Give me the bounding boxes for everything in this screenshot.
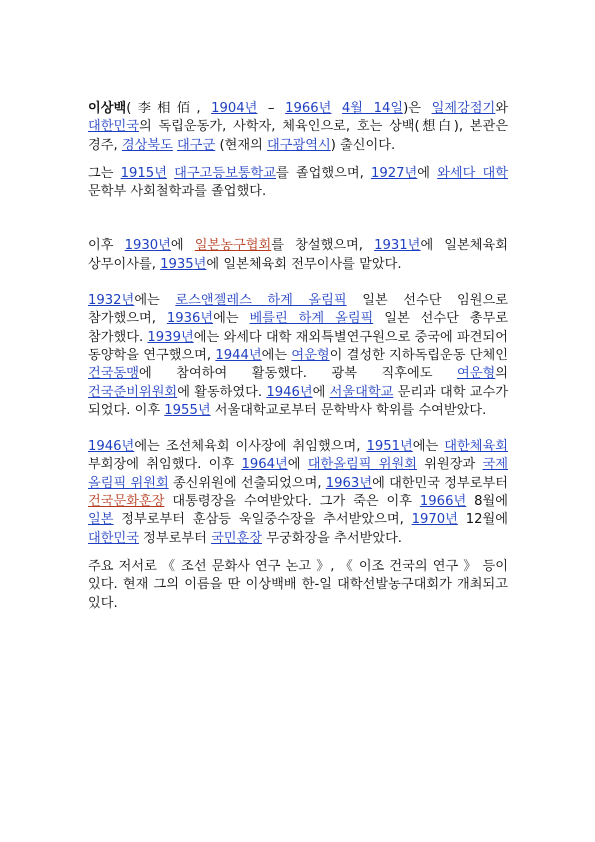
body-text: 에 대한민국 정부로부터 bbox=[372, 475, 508, 491]
body-text bbox=[331, 101, 342, 116]
wiki-link[interactable]: 건국문화훈장 bbox=[88, 494, 165, 510]
basketball-association-paragraph bbox=[88, 237, 508, 274]
wiki-link[interactable]: 대한민국 bbox=[88, 119, 139, 135]
body-text: 에 bbox=[287, 457, 308, 473]
body-text: 대통령장을 수여받았다. 그가 죽은 이후 bbox=[164, 494, 420, 510]
wiki-link[interactable]: 1936년 bbox=[166, 311, 214, 327]
body-text: 그는 bbox=[88, 165, 121, 181]
body-text: 정부로부터 훈삼등 욱일중수장을 추서받았으며, bbox=[113, 512, 412, 528]
body-text: 를 창설했으며, bbox=[271, 238, 375, 254]
wiki-link[interactable]: 1930년 bbox=[124, 238, 171, 254]
wiki-link[interactable]: 일제강점기 bbox=[431, 101, 496, 116]
wiki-link[interactable]: 1966년 bbox=[419, 494, 467, 510]
works-paragraph bbox=[88, 558, 508, 613]
body-text: 부회장에 취임했다. 이후 bbox=[88, 457, 242, 473]
wiki-link[interactable]: 경상북도 bbox=[121, 137, 173, 153]
body-text: 에 bbox=[312, 384, 330, 400]
body-text: 에는 bbox=[134, 293, 176, 309]
body-text: 8월에 bbox=[466, 494, 508, 510]
body-text: 와 bbox=[495, 101, 509, 116]
wiki-link[interactable]: 대구군 bbox=[177, 137, 216, 153]
body-text: 에 일본체육회 상무이사를, bbox=[88, 238, 508, 272]
wiki-link[interactable]: 국민훈장 bbox=[211, 530, 263, 546]
wiki-link[interactable]: 1966년 bbox=[285, 101, 332, 116]
wiki-link[interactable]: 1915년 bbox=[120, 165, 167, 181]
body-text: 정부로부터 bbox=[138, 530, 212, 546]
body-text: 이 결성한 지하독립운동 단체인 bbox=[329, 347, 508, 363]
body-text: 이후 bbox=[88, 238, 125, 254]
wiki-link[interactable]: 1944년 bbox=[215, 347, 262, 363]
body-text: – bbox=[257, 101, 286, 116]
subject-name: 이상백 bbox=[88, 101, 127, 116]
wiki-link[interactable]: 대한체육회 bbox=[444, 439, 508, 455]
wiki-link[interactable]: 베를린 하계 올림픽 bbox=[249, 311, 374, 327]
body-text: 서울대학교로부터 문학박사 학위를 수여받았다. bbox=[210, 402, 487, 418]
wiki-link[interactable]: 국제 올림픽 위원회 bbox=[88, 457, 508, 491]
body-text: 일본 선수단 총무로 참가했다. bbox=[88, 311, 508, 345]
body-text: 무궁화장을 추서받았다. bbox=[262, 530, 402, 546]
wiki-link[interactable]: 1904년 bbox=[211, 101, 258, 116]
body-text: 에 bbox=[417, 165, 438, 181]
wiki-link[interactable]: 대구고등보통학교 bbox=[174, 165, 277, 181]
body-text: (현재의 bbox=[215, 137, 268, 153]
education-paragraph bbox=[88, 165, 508, 202]
wiki-link[interactable]: 대구광역시 bbox=[267, 137, 331, 153]
wiki-link[interactable]: 여운형 bbox=[457, 366, 496, 382]
body-text: 일본 선수단 임원으로 참가했으며, bbox=[88, 293, 509, 327]
body-text: )은 bbox=[403, 101, 432, 116]
body-text: 에는 와세다 대학 재외특별연구원으로 중국에 파견되어 동양학을 연구했으며, bbox=[88, 329, 508, 363]
wiki-link[interactable]: 대한민국 bbox=[88, 530, 139, 546]
body-text: (李相佰, bbox=[126, 101, 212, 116]
body-text: 의 독립운동가, 사학자, 체육인으로, 호는 상백(想白), 본관은 경주, bbox=[88, 119, 508, 153]
wiki-link[interactable]: 일본농구협회 bbox=[194, 238, 272, 254]
wiki-link[interactable]: 와세다 대학 bbox=[437, 165, 508, 181]
wiki-link[interactable]: 로스앤젤레스 하계 올림픽 bbox=[175, 293, 347, 309]
wiki-link[interactable]: 1931년 bbox=[374, 238, 421, 254]
body-text: 에 일본체육회 전무이사를 맡았다. bbox=[206, 256, 402, 272]
wiki-link[interactable]: 1927년 bbox=[370, 165, 418, 181]
body-text: 에 활동하였다. bbox=[177, 384, 267, 400]
wiki-link[interactable]: 건국준비위원회 bbox=[88, 384, 178, 400]
wiki-link[interactable]: 대한올림픽 위원회 bbox=[307, 457, 417, 473]
wiki-link[interactable]: 1935년 bbox=[160, 256, 207, 272]
body-text: 에 참여하여 활동했다. 광복 직후에도 bbox=[138, 366, 458, 382]
wiki-link[interactable]: 건국동맹 bbox=[88, 366, 139, 382]
body-text: 에는 조선체육회 이사장에 취임했으며, bbox=[134, 439, 367, 455]
wiki-link[interactable]: 1946년 bbox=[266, 384, 313, 400]
wiki-link[interactable]: 4월 14일 bbox=[341, 101, 404, 116]
wiki-link[interactable]: 일본 bbox=[88, 512, 114, 528]
body-text: 문학부 사회철학과를 졸업했다. bbox=[88, 184, 267, 200]
body-text: 문리과 대학 교수가 되었다. 이후 bbox=[88, 384, 508, 418]
wiki-link[interactable]: 1970년 bbox=[411, 512, 458, 528]
wiki-link[interactable]: 1951년 bbox=[366, 439, 413, 455]
document-body bbox=[88, 100, 508, 613]
body-text: 12월에 bbox=[457, 512, 509, 528]
body-text: 주요 저서로 《 조선 문화사 연구 논고 》, 《 이조 건국의 연구 》 등이 있다. 현재 그의 이름을 딴 이상백배 한-일 대학선발농구대회가 개최되고 있다. bbox=[88, 558, 508, 611]
wiki-link[interactable]: 여운형 bbox=[291, 347, 330, 363]
wiki-link[interactable]: 1939년 bbox=[147, 329, 194, 345]
wiki-link[interactable]: 1955년 bbox=[164, 402, 211, 418]
career-paragraph bbox=[88, 292, 508, 420]
body-text: 를 졸업했으며, bbox=[276, 165, 371, 181]
body-text: 에 bbox=[170, 238, 195, 254]
wiki-link[interactable]: 1963년 bbox=[325, 475, 373, 491]
body-text: 에는 bbox=[261, 347, 292, 363]
body-text: ) 출신이다. bbox=[330, 137, 396, 153]
body-text: 종신위원에 선출되었으며, bbox=[168, 475, 326, 491]
body-text: 의 bbox=[495, 366, 508, 382]
sports-administration-paragraph bbox=[88, 438, 508, 548]
body-text: 에는 bbox=[412, 439, 445, 455]
body-text: 에는 bbox=[213, 311, 250, 327]
wiki-link[interactable]: 1946년 bbox=[88, 439, 135, 455]
wiki-link[interactable]: 1932년 bbox=[88, 293, 135, 309]
wiki-link[interactable]: 서울대학교 bbox=[329, 384, 394, 400]
intro-paragraph bbox=[88, 100, 508, 155]
body-text: 위원장과 bbox=[416, 457, 483, 473]
wiki-link[interactable]: 1964년 bbox=[241, 457, 288, 473]
